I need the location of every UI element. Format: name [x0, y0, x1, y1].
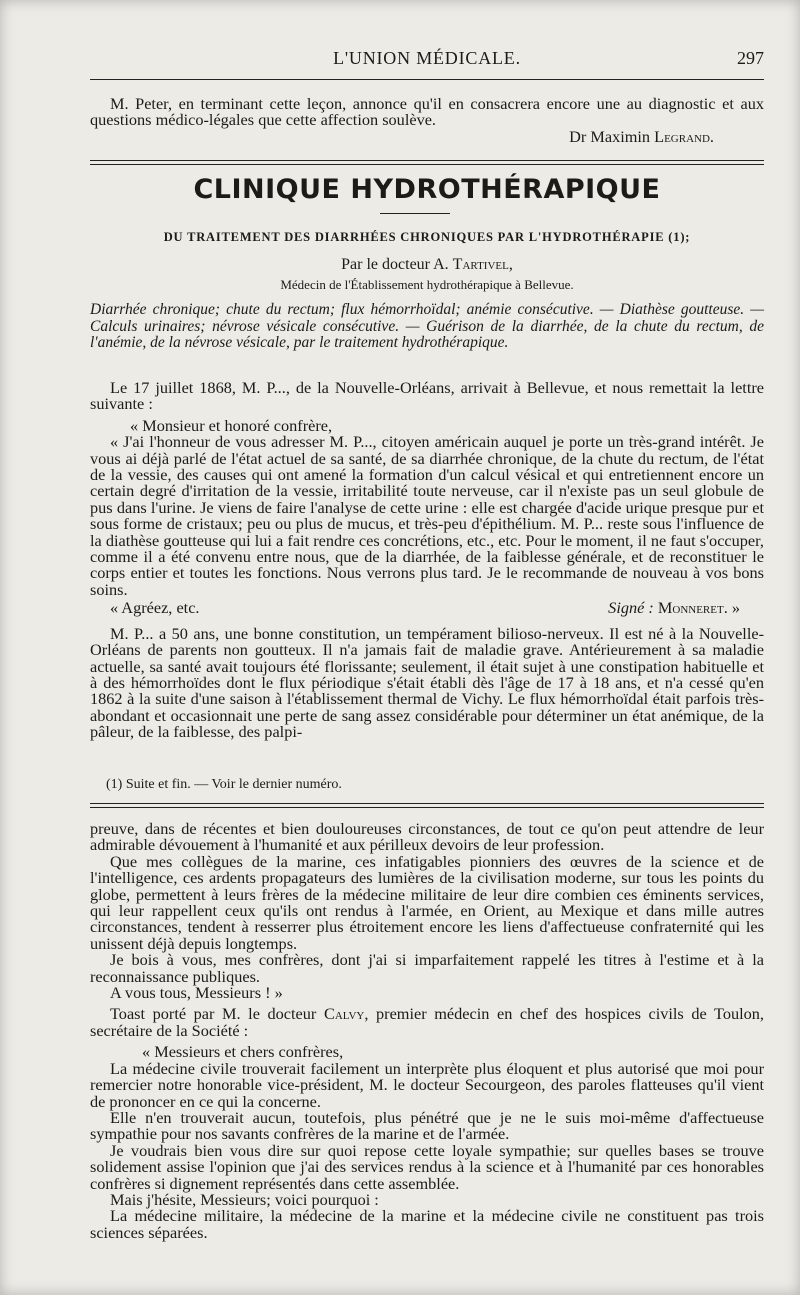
signature-name: Legrand.: [654, 126, 714, 146]
bottom-paragraph-6: « Messieurs et chers confrères,: [142, 1042, 344, 1062]
toast-paragraph: [90, 1006, 764, 1039]
page-header: [90, 48, 764, 78]
bottom-paragraph-8: Elle n'en trouverait aucun, toutefois, plus pénétré que je ne le suis moi-même d'affectueuse sympathie pour nos savants confrères de la marine et de l'armée.: [90, 1107, 764, 1144]
article-body: [90, 380, 764, 741]
bottom-paragraph-3: Je bois à vous, mes confrères, dont j'ai si imparfaitement rappelé les titres à l'estime et à la reconnaissance publiques.: [90, 950, 764, 986]
bottom-paragraph-11: La médecine militaire, la médecine de la marine et la médecine civile ne constituent pas trois sciences séparées.: [90, 1206, 764, 1242]
running-title: L'UNION MÉDICALE.: [333, 48, 521, 68]
feuilleton-body: [90, 821, 764, 1241]
closing-paragraph: M. Peter, en terminant cette leçon, annonce qu'il en consacrera encore une au diagnostic et aux questions médico-légales que cette affection soulève.: [90, 94, 764, 130]
article-title: DU TRAITEMENT DES DIARRHÉES CHRONIQUES PAR L'HYDROTHÉRAPIE (1);: [163, 230, 691, 244]
toast-text-b: , premier médecin en chef des hospices civils de Toulon, secrétaire de la Société :: [90, 1004, 764, 1040]
footnote: (1) Suite et fin. — Voir le dernier numéro.: [106, 777, 342, 792]
bottom-paragraph-4: A vous tous, Messieurs ! »: [110, 983, 283, 1003]
toast-doctor-name: Calvy: [323, 1004, 365, 1024]
case-history: M. P... a 50 ans, une bonne constitution, un tempérament bilioso-nerveux. Il est né à la Nouvelle-Orléans de parents non goutteux. Il n'a jamais fait de maladie grave. Antérieurement à sa maladie actuelle, sa santé avait toujours été florissante; seulement, il était sujet à une constipation habituelle et à des hémorrhoïdes dont le flux périodique s'était établi dès l'âge de 17 à 18 ans, et n'a cessé qu'en 1862 à la suite d'une saison à l'établissement thermal de Vichy. Le flux hémorrhoïdal était parfois très-abondant et occasionnait une perte de sang assez considérable pour déterminer un état anémique, de la pâleur, de la faiblesse, des palpi-: [90, 623, 764, 742]
article-author: [90, 256, 764, 274]
article-intro: Le 17 juillet 1868, M. P..., de la Nouvelle-Orléans, arrivait à Bellevue, et nous remettait la lettre suivante :: [90, 378, 764, 414]
closing-block: [90, 96, 764, 145]
article-abstract: Diarrhée chronique; chute du rectum; flux hémorrhoïdal; anémie consécutive. — Diathèse goutteuse. — Calculs urinaires; névrose vésicale consécutive. — Guérison de la diarrhée, de la chute du rectum, de l'anémie, de la névrose vésicale, par le traitement hydrothérapique.: [90, 301, 764, 351]
section-title-underline: [380, 213, 450, 214]
bottom-paragraph-2: Que mes collègues de la marine, ces infatigables pionniers des œuvres de la science et de l'intelligence, ces ardents propagateurs des lumières de la civilisation moderne, sur tous les points du globe, permettent à leurs frères de la médecine militaire de leur dire combien ces éminents services, qui leur rappellent ceux qu'ils ont rendus à l'armée, en Orient, au Mexique et dans mille autres circonstances, tendent à resserrer plus étroitement encore les liens d'affectueuse confraternité qui les unissent déjà depuis longtemps.: [90, 851, 764, 953]
letter-salutation: « Monsieur et honoré confrère,: [130, 415, 333, 435]
signature-prefix: Dr Maximin: [569, 126, 655, 146]
letter-body: « J'ai l'honneur de vous adresser M. P..., citoyen américain auquel je porte un très-grand intérêt. Je vous ai déjà parlé de l'état actuel de sa santé, de sa diarrhée chronique, de la chute du rectum, de l'état de la vessie, des causes qui ont amené la formation d'un calcul vésical et qui entretiennent encore un certain degré d'irritation de la vessie, irritabilité toute nerveuse, car il n'existe pas un seul globule de pus dans l'urine. Je viens de faire l'analyse de cette urine : elle est chargée d'acide urique presque pur et sous forme de cristaux; peu ou plus de mucus, et très-peu d'épithélium. M. P... reste sous l'influence de la diathèse goutteuse qui lui a fait rendre ces concrétions, etc., etc. Pour le moment, il ne faut s'occuper, comme il a été convenu entre nous, que de la diarrhée, de la faiblesse générale, et de reconstituer le corps entier et toutes les fonctions. Nous verrons plus tard. Je le recommande de nouveau à vos bons soins.: [90, 432, 764, 599]
closing-signature: [90, 126, 764, 146]
feuilleton-rule: [90, 803, 764, 808]
section-title: CLINIQUE HYDROTHÉRAPIQUE: [193, 174, 661, 205]
signed-name: Monneret. »: [657, 598, 740, 618]
toast-text-a: Toast porté par M. le docteur: [110, 1004, 324, 1024]
header-rule: [90, 79, 764, 80]
signed-label: Signé :: [608, 598, 658, 618]
letter-closing: « Agréez, etc.: [110, 598, 200, 618]
section-rule: [90, 160, 764, 165]
article-affiliation: Médecin de l'Établissement hydrothérapique à Bellevue.: [280, 277, 574, 292]
letter: [90, 415, 764, 618]
letter-signature: [608, 600, 740, 616]
bottom-paragraph-1: preuve, dans de récentes et bien douloureuses circonstances, de tout ce qu'on peut attendre de leur admirable dévouement à l'humanité et aux périlleux devoirs de leur profession.: [90, 819, 764, 855]
author-name: Tartivel,: [452, 256, 513, 273]
bottom-paragraph-7: La médecine civile trouverait facilement un interprète plus éloquent et plus autorisé que moi pour remercier notre honorable vice-président, M. le docteur Secourgeon, des paroles flatteuses qu'il vient de prononcer en ce qui la concerne.: [90, 1058, 764, 1111]
author-prefix: Par le docteur A.: [341, 256, 453, 273]
page-number: 297: [737, 48, 764, 68]
bottom-paragraph-9: Je voudrais bien vous dire sur quoi repose cette loyale sympathie; sur quelles bases se trouve solidement assise l'opinion que j'ai des services rendus à la science et à l'humanité par ces honorables confrères si dignement représentés dans cette assemblée.: [90, 1140, 764, 1193]
letter-closing-line: [90, 600, 764, 616]
bottom-paragraph-10: Mais j'hésite, Messieurs; voici pourquoi :: [110, 1189, 379, 1209]
